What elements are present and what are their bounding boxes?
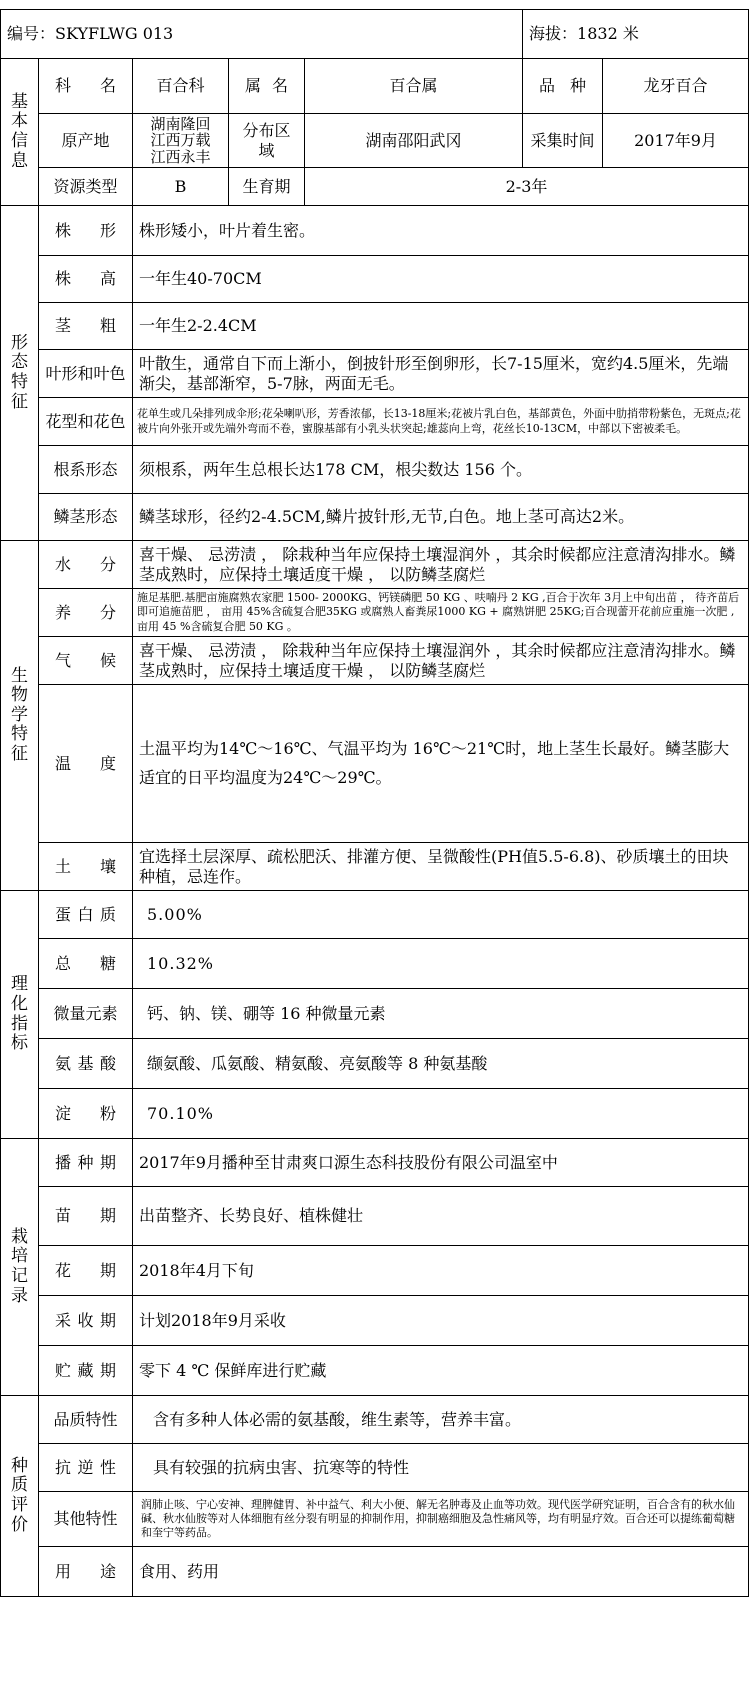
- resource-type-value: B: [133, 168, 229, 206]
- row-label: 播 种 期: [39, 1139, 133, 1187]
- biology-row: [1, 541, 749, 589]
- evaluation-row: [1, 1444, 749, 1492]
- row-label: 气 候: [39, 637, 133, 685]
- cultivation-row: [1, 1346, 749, 1396]
- biology-row: [1, 685, 749, 843]
- basic-row-origin: [1, 114, 749, 168]
- morphology-row: [1, 350, 749, 398]
- category-physchem: 理化指标: [1, 891, 39, 1139]
- row-value: 2017年9月播种至甘肃爽口源生态科技股份有限公司温室中: [133, 1139, 749, 1187]
- origin-label: 原产地: [39, 114, 133, 168]
- morphology-row: [1, 303, 749, 350]
- row-value: 食用、药用: [133, 1547, 749, 1597]
- biology-row: [1, 589, 749, 637]
- row-label: 总 糖: [39, 939, 133, 989]
- row-label: 茎 粗: [39, 303, 133, 350]
- collect-time-label: 采集时间: [523, 114, 603, 168]
- row-label: 贮 藏 期: [39, 1346, 133, 1396]
- cultivation-row: [1, 1296, 749, 1346]
- row-value: 叶散生，通常自下而上渐小，倒披针形至倒卵形，长7-15厘米，宽约4.5厘米，先端渐尖，基部渐窄，5-7脉，两面无毛。: [133, 350, 749, 398]
- origin-line: 江西万载: [150, 131, 211, 150]
- physchem-row: [1, 989, 749, 1039]
- resource-type-label: 资源类型: [39, 168, 133, 206]
- row-label: 温 度: [39, 685, 133, 843]
- row-label: 抗 逆 性: [39, 1444, 133, 1492]
- row-label: 土 壤: [39, 843, 133, 891]
- origin-line: 江西永丰: [150, 147, 211, 166]
- altitude: 海拔：1832 米: [523, 10, 749, 59]
- morphology-row: [1, 398, 749, 446]
- distribution-label: 分布区域: [229, 114, 305, 168]
- row-value: 出苗整齐、长势良好、植株健壮: [133, 1187, 749, 1246]
- row-value: 10.32%: [133, 939, 749, 989]
- row-value: 计划2018年9月采收: [133, 1296, 749, 1346]
- evaluation-row: [1, 1492, 749, 1547]
- row-label: 苗 期: [39, 1187, 133, 1246]
- row-value: 喜干燥、 忌涝渍 ， 除栽种当年应保持土壤湿润外 ，其余时候都应注意清沟排水。鳞茎成熟时，应保持土壤适度干燥 ， 以防鳞茎腐烂: [133, 637, 749, 685]
- morphology-row: [1, 256, 749, 303]
- morphology-row: [1, 494, 749, 541]
- row-label: 养 分: [39, 589, 133, 637]
- row-value: 须根系，两年生总根长达178 CM，根尖数达 156 个。: [133, 446, 749, 494]
- biology-row: [1, 637, 749, 685]
- cultivation-row: [1, 1139, 749, 1187]
- origin-value: [133, 114, 229, 168]
- physchem-row: [1, 1039, 749, 1089]
- row-label: 蛋 白 质: [39, 891, 133, 939]
- genus-value: 百合属: [305, 59, 523, 114]
- row-value: 零下 4 ℃ 保鲜库进行贮藏: [133, 1346, 749, 1396]
- category-basic-info: 基本信息: [1, 59, 39, 206]
- morphology-row: [1, 206, 749, 256]
- evaluation-row: [1, 1396, 749, 1444]
- cultivation-row: [1, 1246, 749, 1296]
- genus-label: 属 名: [229, 59, 305, 114]
- collect-time-value: 2017年9月: [603, 114, 749, 168]
- morphology-row: [1, 446, 749, 494]
- row-value: 宜选择土层深厚、疏松肥沃、排灌方便、呈微酸性(PH值5.5-6.8)、砂质壤土的田块种植，忌连作。: [133, 843, 749, 891]
- row-label: 花型和花色: [39, 398, 133, 446]
- row-value: 含有多种人体必需的氨基酸，维生素等，营养丰富。: [133, 1396, 749, 1444]
- row-label: 根系形态: [39, 446, 133, 494]
- row-value: 喜干燥、 忌涝渍 ， 除栽种当年应保持土壤湿润外 ，其余时候都应注意清沟排水。鳞茎成熟时，应保持土壤适度干燥 ， 以防鳞茎腐烂: [133, 541, 749, 589]
- basic-row-resource: [1, 168, 749, 206]
- variety-value: 龙牙百合: [603, 59, 749, 114]
- variety-label: 品 种: [523, 59, 603, 114]
- header-row: [1, 10, 749, 59]
- row-value: 润肺止咳、宁心安神、理脾健胃、补中益气、利大小便、解无名肿毒及止血等功效。现代医学研究证明，百合含有的秋水仙碱、秋水仙胺等对人体细胞有丝分裂有明显的抑制作用，抑制癌细胞及急性痛风等，均有明显疗效。百合还可以提练葡萄糖和奎宁等药品。: [133, 1492, 749, 1547]
- germplasm-table: [0, 9, 749, 1597]
- row-value: 一年生40-70CM: [133, 256, 749, 303]
- row-value: 缬氨酸、瓜氨酸、精氨酸、亮氨酸等 8 种氨基酸: [133, 1039, 749, 1089]
- origin-line: 湖南隆回: [150, 114, 211, 133]
- row-label: 淀 粉: [39, 1089, 133, 1139]
- evaluation-row: [1, 1547, 749, 1597]
- row-label: 花 期: [39, 1246, 133, 1296]
- row-value: 花单生或几朵排列成伞形;花朵喇叭形，芳香浓郁，长13-18厘米;花被片乳白色，基部黄色，外面中肋捎带粉紫色，无斑点;花被片向外张开或先端外弯而不卷，蜜腺基部有小乳头状突起;雄蕊向上弯，花丝长10-13CM，中部以下密被柔毛。: [133, 398, 749, 446]
- row-value: 施足基肥.基肥亩施腐熟农家肥 1500- 2000KG、钙镁磷肥 50 KG 、呋喃丹 2 KG ,百合于次年 3月上中旬出苗 ， 待齐苗后即可追施苗肥 ， 亩用 45%含硫复合肥35KG 或腐熟人畜粪尿1000 KG + 腐熟饼肥 25KG;百合现蕾开花前应重施一次肥 ,亩用 45 %含硫复合肥 50 KG 。: [133, 589, 749, 637]
- serial-number: 编号：SKYFLWG 013: [1, 10, 523, 59]
- row-label: 水 分: [39, 541, 133, 589]
- physchem-row: [1, 939, 749, 989]
- row-value: 土温平均为14℃～16℃、气温平均为 16℃～21℃时，地上茎生长最好。鳞茎膨大适宜的日平均温度为24℃～29℃。: [133, 685, 749, 843]
- row-label: 株 形: [39, 206, 133, 256]
- category-cultivation: 栽培记录: [1, 1139, 39, 1396]
- category-biology: 生物学特征: [1, 541, 39, 891]
- row-value: 2018年4月下旬: [133, 1246, 749, 1296]
- row-value: 株形矮小，叶片着生密。: [133, 206, 749, 256]
- distribution-value: 湖南邵阳武冈: [305, 114, 523, 168]
- row-value: 70.10%: [133, 1089, 749, 1139]
- row-label: 叶形和叶色: [39, 350, 133, 398]
- row-value: 鳞茎球形，径约2-4.5CM,鳞片披针形,无节,白色。地上茎可高达2米。: [133, 494, 749, 541]
- row-label: 微量元素: [39, 989, 133, 1039]
- row-label: 氨 基 酸: [39, 1039, 133, 1089]
- physchem-row: [1, 891, 749, 939]
- row-label: 鳞茎形态: [39, 494, 133, 541]
- basic-row-taxonomy: [1, 59, 749, 114]
- row-value: 具有较强的抗病虫害、抗寒等的特性: [133, 1444, 749, 1492]
- row-value: 一年生2-2.4CM: [133, 303, 749, 350]
- row-label: 用 途: [39, 1547, 133, 1597]
- growth-period-value: 2-3年: [305, 168, 749, 206]
- category-evaluation: 种质评价: [1, 1396, 39, 1597]
- row-label: 采 收 期: [39, 1296, 133, 1346]
- row-label: 株 高: [39, 256, 133, 303]
- cultivation-row: [1, 1187, 749, 1246]
- physchem-row: [1, 1089, 749, 1139]
- biology-row: [1, 843, 749, 891]
- family-label: 科 名: [39, 59, 133, 114]
- growth-period-label: 生育期: [229, 168, 305, 206]
- row-label: 品质特性: [39, 1396, 133, 1444]
- row-label: 其他特性: [39, 1492, 133, 1547]
- row-value: 钙、钠、镁、硼等 16 种微量元素: [133, 989, 749, 1039]
- category-morphology: 形态特征: [1, 206, 39, 541]
- family-value: 百合科: [133, 59, 229, 114]
- row-value: 5.00%: [133, 891, 749, 939]
